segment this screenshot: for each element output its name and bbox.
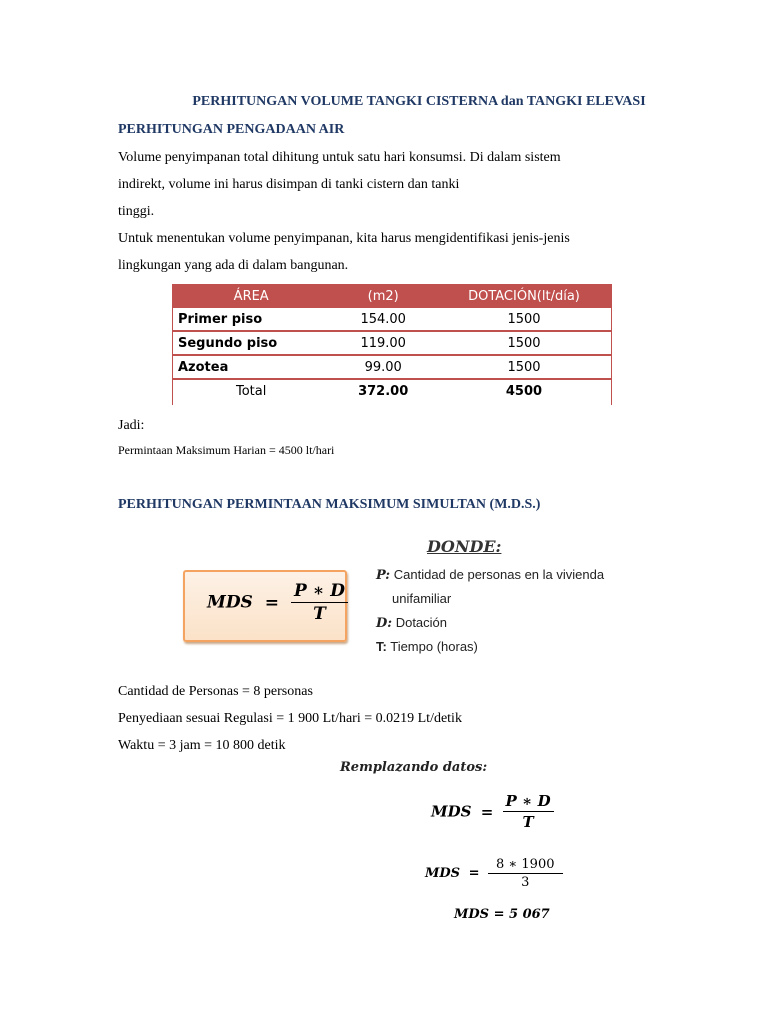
legend-item-p-cont [376,591,604,615]
formula-denominator: 3 [521,875,530,890]
dotation-table [172,284,612,402]
paragraph-line: indirekt, volume ini harus disimpan di tanki cistern dan tanki [118,177,460,192]
formula-numerator: P ∗ D [291,581,348,603]
donde-title: DONDE: [427,537,502,556]
legend-text: Cantidad de personas en la vivienda [393,567,605,582]
paragraph-line: Untuk menentukan volume penyimpanan, kita harus mengidentifikasi jenis-jenis [118,231,570,246]
formula-numerator: P ∗ D [503,792,554,812]
legend-text: Dotación [395,615,448,630]
table-header-area: ÁREA [172,284,330,308]
formula-denominator: T [313,604,326,624]
legend-symbol: T: [376,639,387,654]
table-row [172,308,612,331]
table-cell-area: Primer piso [172,308,330,331]
formula-equals: = [468,866,480,881]
table-cell-dotation: 1500 [436,331,612,355]
replacing-data-title: Remplazando datos: [340,760,488,775]
formula-lhs: MDS [207,592,253,613]
table-cell-m2: 154.00 [330,308,436,331]
formula-fraction [503,792,554,831]
legend-symbol: P: [376,568,391,583]
mds-substitution [425,857,563,890]
value-line-time: Waktu = 3 jam = 10 800 detik [118,738,286,753]
document-title: PERHITUNGAN VOLUME TANGKI CISTERNA dan TANGKI ELEVASI [192,94,646,109]
donde-legend [376,567,604,663]
value-line-supply: Penyediaan sesuai Regulasi = 1 900 Lt/hari = 0.0219 Lt/detik [118,711,462,726]
table-row [172,331,612,355]
paragraph-storage-volume [118,144,618,279]
table-header-m2: (m2) [330,284,436,308]
value-line-persons: Cantidad de Personas = 8 personas [118,684,313,699]
formula-numerator: 8 ∗ 1900 [488,857,562,874]
table-cell-m2: 99.00 [330,355,436,379]
formula-fraction [291,581,348,624]
table-cell-dotation: 1500 [436,308,612,331]
formula-equals: = [264,592,280,613]
table-cell-total-dotation: 4500 [505,383,543,399]
paragraph-line: tinggi. [118,204,155,219]
legend-text: Tiempo (horas) [390,639,478,654]
formula-lhs: MDS [431,802,472,821]
table-cell-total-m2: 372.00 [358,383,409,399]
table-cell-area: Azotea [172,355,330,379]
section-heading-water-supply: PERHITUNGAN PENGADAAN AIR [118,122,345,137]
formula-fraction [488,857,562,890]
table-total-row [172,379,612,402]
mds-formula-2 [431,792,554,831]
formula-lhs: MDS [425,866,461,881]
legend-text: unifamiliar [392,591,452,606]
table-cell-total-label: Total [236,383,267,399]
jadi-label: Jadi: [118,418,145,433]
legend-item-t [376,639,604,663]
legend-item-p [376,567,604,591]
table-row [172,355,612,379]
table-header-row [172,284,612,308]
mds-result: MDS = 5 067 [454,907,550,922]
given-values [118,678,618,759]
paragraph-line: Volume penyimpanan total dihitung untuk satu hari konsumsi. Di dalam sistem [118,150,561,165]
section-heading-mds: PERHITUNGAN PERMINTAAN MAKSIMUM SIMULTAN (M.D.S.) [118,497,541,512]
formula-equals: = [480,802,494,821]
max-daily-demand: Permintaan Maksimum Harian = 4500 lt/hari [118,443,335,457]
mds-formula [207,581,348,624]
legend-symbol: D: [376,616,393,631]
paragraph-line: lingkungan yang ada di dalam bangunan. [118,258,349,273]
legend-item-d [376,615,604,639]
table-cell-dotation: 1500 [436,355,612,379]
table-header-dotation: DOTACIÓN(lt/día) [436,284,612,308]
table-cell-m2: 119.00 [330,331,436,355]
formula-denominator: T [522,813,534,831]
table-cell-area: Segundo piso [172,331,330,355]
mds-formula-box [183,570,347,642]
